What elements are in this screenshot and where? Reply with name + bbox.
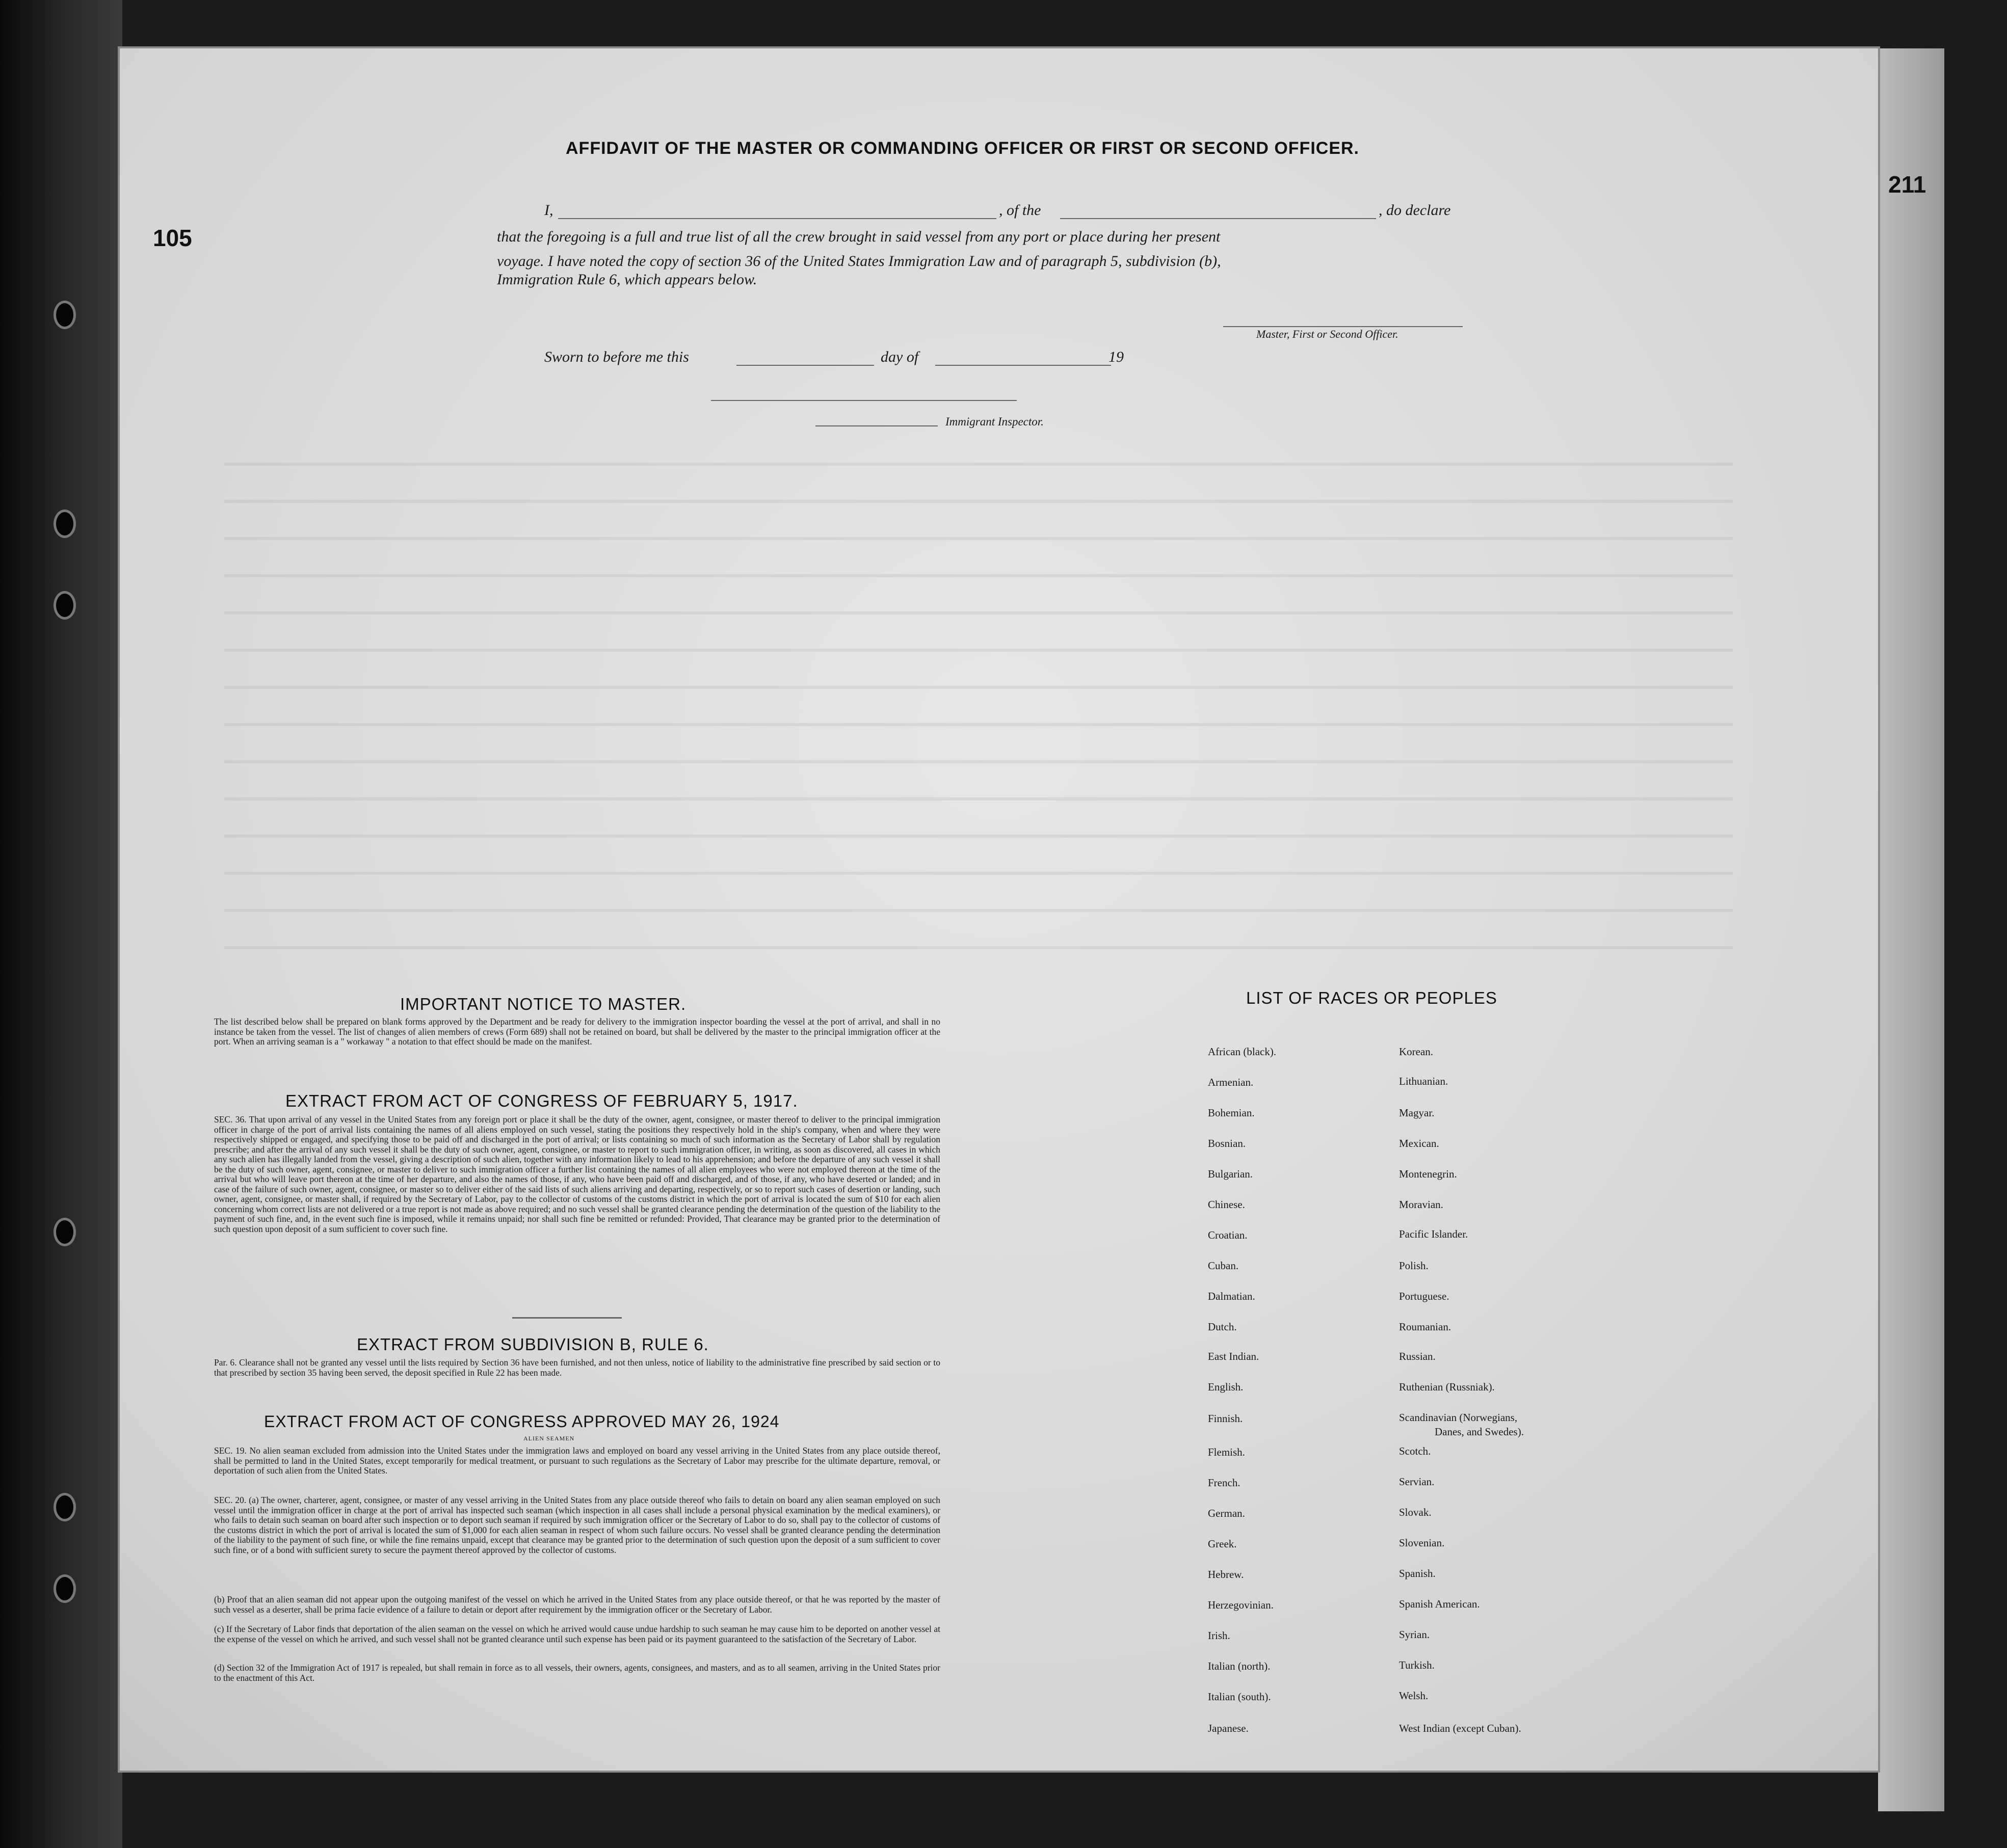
races-title: LIST OF RACES OR PEOPLES — [1246, 988, 1497, 1007]
extract-1924-sec20b: (b) Proof that an alien seaman did not appear upon the outgoing manifest of the vessel on which he arrived in the United States from any place outside thereof, or that he was reported by the master of such vessel as a deserter, shall be prima facie evidence of a failure to detain or deport after requirement by the immigration officer or the Secretary of Labor. — [214, 1594, 940, 1615]
signature-label: Master, First or Second Officer. — [1256, 328, 1398, 340]
race-item: Turkish. — [1399, 1659, 1435, 1671]
race-item: Hebrew. — [1208, 1568, 1244, 1581]
race-item: Magyar. — [1399, 1107, 1435, 1119]
affidavit-line-1: that the foregoing is a full and true list of all the crew brought in said vessel from any port or place during her present — [497, 228, 1221, 245]
race-item: Korean. — [1399, 1046, 1434, 1058]
page-number-left: 105 — [153, 225, 192, 251]
race-item: Irish. — [1208, 1629, 1230, 1642]
race-item: Servian. — [1399, 1476, 1435, 1488]
bleed-through-rows — [224, 433, 1733, 983]
race-item: Welsh. — [1399, 1690, 1429, 1702]
sworn-prefix: Sworn to before me this — [544, 349, 689, 365]
binder-strip — [0, 0, 122, 1848]
affidavit-line-3: Immigration Rule 6, which appears below. — [497, 271, 757, 288]
extract-rule6-title: EXTRACT FROM SUBDIVISION B, RULE 6. — [357, 1335, 709, 1354]
divider-short — [711, 400, 1017, 401]
extract-1917-body: SEC. 36. That upon arrival of any vessel in the United States from any foreign port or place it shall be the duty of the owner, agent, consignee, or master thereof to deliver to the principal immigration officer in charge of the port of arrival lists containing the names of all aliens employed on such vessel, stating the positions they respectively hold in the ship's company, when and where they were respectively shipped or engaged, and specifying those to be paid off and discharged in the port of arrival; or lists containing so much of such information as the Secretary of Labor shall by regulation prescribe; and after the arrival of any such vessel it shall be the duty of such owner, agent, consignee, or master to report to such immigration officer, in writing, as soon as discovered, all cases in which any such alien has illegally landed from the vessel, giving a description of such alien, together with any information likely to lead to his apprehension; and before the departure of any such vessel it shall be the duty of such owner, agent, consignee, or master to deliver to such immigration officer a further list containing the names of all alien employees who were not employed thereon at the time of the arrival but who will leave port thereon at the time of her departure, and also the names of those, if any, who have been paid off and discharged, and of those, if any, who have deserted or landed; and in case of the failure of such owner, agent, consignee, or master so to deliver either of the said lists of such aliens arriving and departing, respectively, or so to report such cases of desertion or landing, such owner, agent, consignee, or master shall, if required by the Secretary of Labor, pay to the collector of customs of the customs district in which the port of arrival is located the sum of $10 for each alien concerning whom correct lists are not delivered or a true report is not made as above required; and no such vessel shall be granted clearance pending the determination of the question of the liability to the payment of such fine, and, in the event such fine is imposed, while it remains unpaid; nor shall such fine be remitted or refunded: Provided, That clearance may be granted prior to the determination of such question upon deposit of a sum sufficient to cover such fine. — [214, 1114, 940, 1234]
race-item: Armenian. — [1208, 1076, 1254, 1088]
race-item: Flemish. — [1208, 1446, 1245, 1458]
race-item: Danes, and Swedes). — [1435, 1426, 1524, 1438]
affidavit-title: AFFIDAVIT OF THE MASTER OR COMMANDING OFFICER OR FIRST OR SECOND OFFICER. — [566, 139, 1359, 158]
binder-hole — [54, 510, 76, 538]
race-item: Russian. — [1399, 1350, 1436, 1362]
extract-rule6-body: Par. 6. Clearance shall not be granted any vessel until the lists required by Section 36 have been furnished, and not then unless, notice of liability to the administrative fine prescribed by said section or to that prescribed by section 35 having been served, the deposit specified in Rule 22 has been made. — [214, 1357, 940, 1378]
race-item: East Indian. — [1208, 1350, 1259, 1362]
race-item: Croatian. — [1208, 1229, 1248, 1241]
notice-body: The list described below shall be prepared on blank forms approved by the Department and be ready for delivery to the immigration inspector boarding the vessel at the port of arrival, and shall in no instance be taken from the vessel. The list of changes of alien members of crews (Form 689) shall not be retained on board, but shall be delivered by the master to the principal immigration officer at the port. When an arriving seaman is a " workaway " a notation to that effect should be made on the manifest. — [214, 1016, 940, 1047]
race-item: Bosnian. — [1208, 1137, 1246, 1149]
month-blank — [935, 365, 1111, 366]
race-item: Polish. — [1399, 1260, 1429, 1272]
vessel-blank — [1060, 218, 1376, 219]
race-item: Moravian. — [1399, 1198, 1443, 1211]
extract-1924-title: EXTRACT FROM ACT OF CONGRESS APPROVED MAY 26, 1924 — [264, 1412, 780, 1431]
race-item: Pacific Islander. — [1399, 1228, 1468, 1240]
race-item: English. — [1208, 1381, 1244, 1393]
binder-hole — [54, 301, 76, 329]
race-item: Scandinavian (Norwegians, — [1399, 1411, 1518, 1424]
binder-hole — [54, 591, 76, 620]
sworn-day-blank — [736, 365, 874, 366]
race-item: Montenegrin. — [1399, 1168, 1457, 1180]
name-blank — [558, 218, 996, 219]
race-item: Greek. — [1208, 1538, 1237, 1550]
extract-1924-sec20c: (c) If the Secretary of Labor finds that deportation of the alien seaman on the vessel on which he arrived would cause undue hardship to such seaman he may cause him to be deported on another vessel at the expense of the vessel on which he arrived, and such vessel shall not be granted clearance until such expense has been paid or its payment guaranteed to the satisfaction of the Secretary of Labor. — [214, 1624, 940, 1644]
inspector-label: Immigrant Inspector. — [945, 415, 1044, 428]
race-item: Cuban. — [1208, 1260, 1239, 1272]
binder-hole — [54, 1493, 76, 1521]
affidavit-line-2: voyage. I have noted the copy of section 36 of the United States Immigration Law and of paragraph 5, subdivision (b), — [497, 253, 1221, 270]
race-item: West Indian (except Cuban). — [1399, 1722, 1521, 1734]
affidavit-do-declare: , do declare — [1379, 202, 1451, 219]
race-item: Japanese. — [1208, 1722, 1249, 1734]
race-item: French. — [1208, 1477, 1240, 1489]
affidavit-pronoun: I, — [544, 202, 553, 219]
year-prefix: 19 — [1108, 349, 1124, 365]
race-item: Slovenian. — [1399, 1537, 1445, 1549]
extract-1924-sec20a: SEC. 20. (a) The owner, charterer, agent, consignee, or master of any vessel arriving in the United States from any place outside thereof who fails to detain on board any alien seaman employed on such vessel until the immigration officer in charge at the port of arrival has inspected such seaman (which inspection in all cases shall include a personal physical examination by the medical examiners), or who fails to detain such seaman on board after such inspection or to deport such seaman if required by such immigration officer or the Secretary of Labor to do so, shall pay to the collector of customs of the customs district in which the port of arrival is located the sum of $1,000 for each alien seaman in respect of whom such failure occurs. No vessel shall be granted clearance pending the determination of the liability to the payment of such fine, or while the fine remains unpaid, except that clearance may be granted prior to the determination of such question upon the deposit of a sum sufficient to cover such fine, or of a bond with sufficient surety to secure the payment thereof approved by the collector of customs. — [214, 1495, 940, 1555]
race-item: Bohemian. — [1208, 1107, 1255, 1119]
race-item: Ruthenian (Russniak). — [1399, 1381, 1495, 1393]
race-item: Spanish. — [1399, 1567, 1436, 1579]
race-item: African (black). — [1208, 1046, 1277, 1058]
race-item: Finnish. — [1208, 1412, 1243, 1425]
race-item: Spanish American. — [1399, 1598, 1480, 1610]
extract-1924-sec19: SEC. 19. No alien seaman excluded from admission into the United States under the immigration laws and employed on board any vessel arriving in the United States from any place outside thereof, shall be permitted to land in the United States, except temporarily for medical treatment, or pursuant to such regulations as the Secretary of Labor may prescribe for the ultimate departure, removal, or deportation of such alien from the United States. — [214, 1445, 940, 1476]
day-of-label: day of — [881, 349, 919, 365]
extract-1924-subtitle: ALIEN SEAMEN — [523, 1435, 575, 1442]
race-item: Syrian. — [1399, 1628, 1430, 1641]
race-item: Dutch. — [1208, 1321, 1237, 1333]
signature-blank — [1223, 326, 1463, 327]
affidavit-of-the: , of the — [999, 202, 1041, 219]
race-item: Bulgarian. — [1208, 1168, 1253, 1180]
race-item: Dalmatian. — [1208, 1290, 1255, 1302]
page-number-right: 211 — [1888, 171, 1926, 198]
section-divider — [512, 1317, 622, 1319]
race-item: Portuguese. — [1399, 1290, 1449, 1302]
race-item: German. — [1208, 1507, 1245, 1519]
race-item: Italian (south). — [1208, 1691, 1271, 1703]
extract-1924-sec20d: (d) Section 32 of the Immigration Act of 1917 is repealed, but shall remain in force as to all vessels, their owners, agents, consignees, and masters, and as to all seamen, arriving in the United States prior to the enactment of this Act. — [214, 1663, 940, 1683]
race-item: Mexican. — [1399, 1137, 1439, 1149]
race-item: Herzegovinian. — [1208, 1599, 1274, 1611]
race-item: Lithuanian. — [1399, 1075, 1448, 1087]
binder-hole — [54, 1574, 76, 1603]
race-item: Roumanian. — [1399, 1321, 1451, 1333]
race-item: Slovak. — [1399, 1506, 1432, 1518]
notice-title: IMPORTANT NOTICE TO MASTER. — [400, 995, 686, 1013]
inspector-blank — [815, 425, 938, 426]
race-item: Chinese. — [1208, 1198, 1245, 1211]
race-item: Italian (north). — [1208, 1660, 1271, 1672]
race-item: Scotch. — [1399, 1445, 1431, 1457]
binder-hole — [54, 1218, 76, 1246]
underlying-page-edge — [1878, 48, 1944, 1811]
extract-1917-title: EXTRACT FROM ACT OF CONGRESS OF FEBRUARY 5, 1917. — [285, 1091, 798, 1110]
